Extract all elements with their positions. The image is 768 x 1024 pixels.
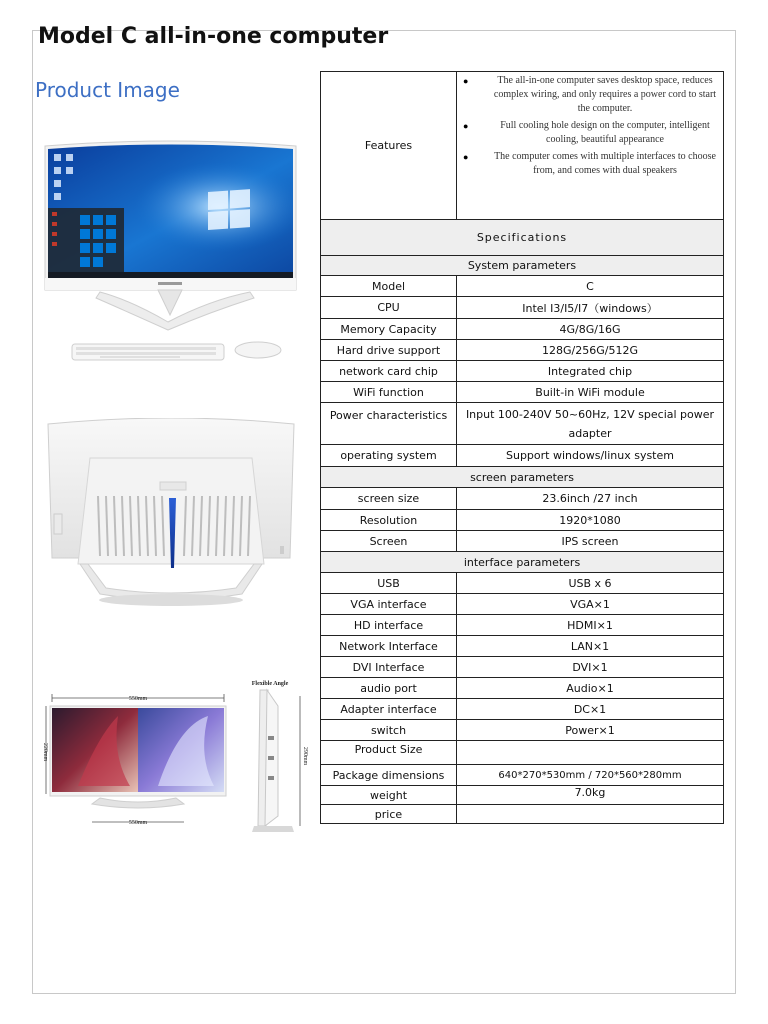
row-value: 23.6inch /27 inch bbox=[457, 488, 724, 510]
row-label: USB bbox=[321, 573, 457, 594]
row-label: Resolution bbox=[321, 510, 457, 531]
table-row bbox=[321, 361, 724, 382]
row-value: VGA×1 bbox=[457, 594, 724, 615]
dim-height-right: 290mm bbox=[302, 746, 308, 766]
row-label: weight bbox=[321, 786, 457, 805]
row-value: Input 100-240V 50~60Hz, 12V special power adapter bbox=[457, 403, 724, 445]
row-label: audio port bbox=[321, 678, 457, 699]
feature-item: ● The computer comes with multiple interfaces to choose from, and comes with dual speakers bbox=[489, 150, 721, 178]
row-value: DVI×1 bbox=[457, 657, 724, 678]
row-label: screen size bbox=[321, 488, 457, 510]
row-value bbox=[457, 741, 724, 765]
table-row bbox=[321, 615, 724, 636]
spec-table bbox=[320, 71, 724, 824]
table-row bbox=[321, 510, 724, 531]
section-screen-parameters: screen parameters bbox=[321, 467, 724, 488]
row-label: operating system bbox=[321, 445, 457, 467]
row-value: Power×1 bbox=[457, 720, 724, 741]
row-value: DC×1 bbox=[457, 699, 724, 720]
row-label: DVI Interface bbox=[321, 657, 457, 678]
table-row bbox=[321, 765, 724, 786]
row-label: Product Size bbox=[321, 741, 457, 765]
dim-angle-label: Flexible Angle bbox=[251, 681, 289, 687]
row-value: LAN×1 bbox=[457, 636, 724, 657]
row-value: USB x 6 bbox=[457, 573, 724, 594]
row-value: Intel I3/I5/I7（windows） bbox=[457, 297, 724, 319]
table-row bbox=[321, 297, 724, 319]
row-label: network card chip bbox=[321, 361, 457, 382]
document-title: Model C all-in-one computer bbox=[38, 24, 389, 49]
row-value: Audio×1 bbox=[457, 678, 724, 699]
features-list bbox=[457, 72, 724, 220]
table-row bbox=[321, 403, 724, 445]
row-value: 7.0kg bbox=[457, 786, 724, 805]
table-row bbox=[321, 488, 724, 510]
features-label: Features bbox=[321, 72, 457, 220]
dim-width-bottom: 550mm bbox=[128, 820, 148, 826]
row-label: VGA interface bbox=[321, 594, 457, 615]
row-label: Network Interface bbox=[321, 636, 457, 657]
section-interface-parameters: interface parameters bbox=[321, 552, 724, 573]
table-row bbox=[321, 382, 724, 403]
table-row bbox=[321, 786, 724, 805]
row-value: 4G/8G/16G bbox=[457, 319, 724, 340]
row-value: 128G/256G/512G bbox=[457, 340, 724, 361]
row-label: Model bbox=[321, 276, 457, 297]
row-value: Integrated chip bbox=[457, 361, 724, 382]
row-value: 1920*1080 bbox=[457, 510, 724, 531]
row-label: Screen bbox=[321, 531, 457, 552]
product-image-dimensions bbox=[38, 676, 310, 836]
table-row bbox=[321, 720, 724, 741]
table-row bbox=[321, 636, 724, 657]
dim-height-left: 220mm bbox=[42, 742, 48, 762]
table-row bbox=[321, 319, 724, 340]
row-value: 640*270*530mm / 720*560*280mm bbox=[457, 765, 724, 786]
features-row bbox=[321, 72, 724, 220]
row-label: Package dimensions bbox=[321, 765, 457, 786]
row-label: WiFi function bbox=[321, 382, 457, 403]
row-value: C bbox=[457, 276, 724, 297]
product-image-front bbox=[40, 140, 300, 370]
specifications-title: Specifications bbox=[321, 220, 724, 256]
row-label: Power characteristics bbox=[321, 403, 457, 445]
table-row bbox=[321, 340, 724, 361]
table-row bbox=[321, 741, 724, 765]
row-label: Memory Capacity bbox=[321, 319, 457, 340]
row-value bbox=[457, 805, 724, 824]
table-row bbox=[321, 657, 724, 678]
row-label: CPU bbox=[321, 297, 457, 319]
table-row bbox=[321, 445, 724, 467]
row-label: Hard drive support bbox=[321, 340, 457, 361]
row-label: switch bbox=[321, 720, 457, 741]
table-row bbox=[321, 805, 724, 824]
table-row bbox=[321, 573, 724, 594]
row-value: IPS screen bbox=[457, 531, 724, 552]
table-row bbox=[321, 531, 724, 552]
row-label: HD interface bbox=[321, 615, 457, 636]
product-image-rear bbox=[40, 418, 302, 618]
table-row bbox=[321, 276, 724, 297]
row-label: Adapter interface bbox=[321, 699, 457, 720]
table-row bbox=[321, 699, 724, 720]
table-row bbox=[321, 678, 724, 699]
feature-item: ● Full cooling hole design on the computer, intelligent cooling, beautiful appearance bbox=[489, 119, 721, 147]
row-value: HDMI×1 bbox=[457, 615, 724, 636]
table-row bbox=[321, 594, 724, 615]
row-value: Built-in WiFi module bbox=[457, 382, 724, 403]
feature-item: ● The all-in-one computer saves desktop space, reduces complex wiring, and only requires a power cord to start the computer. bbox=[489, 74, 721, 116]
dim-width-top: 550mm bbox=[128, 696, 148, 702]
section-system-parameters: System parameters bbox=[321, 256, 724, 276]
row-value: Support windows/linux system bbox=[457, 445, 724, 467]
product-image-heading: Product Image bbox=[35, 78, 180, 102]
row-label: price bbox=[321, 805, 457, 824]
